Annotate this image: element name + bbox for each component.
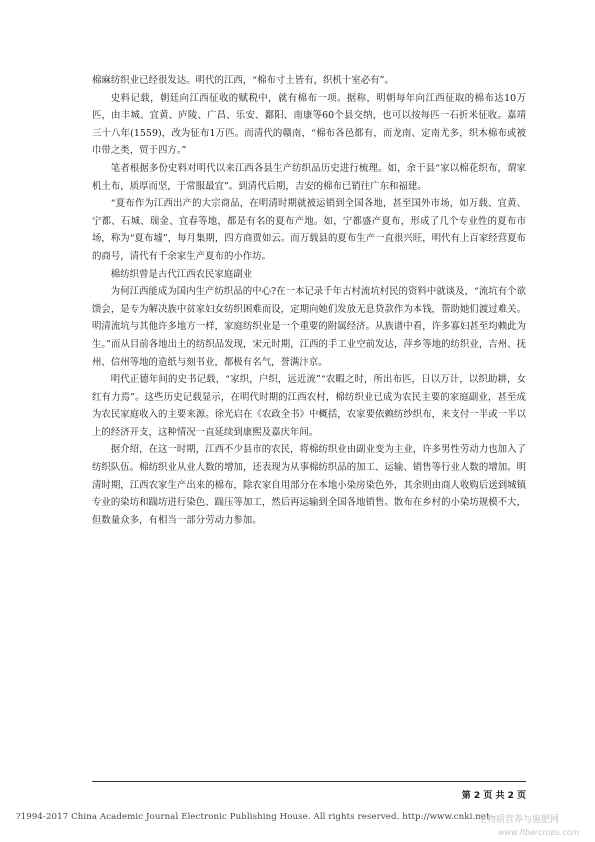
footer-rule	[92, 781, 526, 782]
paragraph: 为何江西能成为国内生产纺织品的中心?在一本记录千年古村流坑村民的资料中就谈及，“流坑有个欲馈会，是专为解决族中贫家妇女纺织困难而设，定期向她们发放无息贷款作为本钱，帮助她们渡过难关。明清流坑与其他许多地方一样，家庭纺织业是一个重要的附属经济。从族谱中看，许多寡妇甚至均赖此为生。”而从目前各地出土的纺织品发现，宋元时期，江西的手工业空前发达，萍乡等地的纺织业，吉州、抚州、信州等地的造纸与刻书业，都极有名气，誉满汴京。	[92, 286, 526, 368]
section-heading: 棉纺织曾是古代江西农民家庭副业	[110, 268, 253, 280]
paragraph: 明代正德年间的史书记载，“家织，户织，远近流”“农暇之时，所出布匹，日以万计，以织助耕，女红有力焉”。这些历史记载显示，在明代时期的江西农村，棉纺织业已成为农民主要的家庭副业，甚至成为农民家庭收入的主要来源。徐光启在《农政全书》中概括，农家要依赖纺纱织布，来支付一半或一半以上的经济开支，这种情况一直延续到康熙及嘉庆年间。	[92, 374, 526, 438]
paragraph: “夏布作为江西出产的大宗商品，在明清时期就被运销到全国各地，甚至国外市场，如万载、宜黄、宁都、石城、瑞金、宜春等地，都是有名的夏布产地。如，宁都盛产夏布，形成了几个专业性的夏布市场，称为“夏布墟”，每月集期，四方商贾如云。而万载县的夏布生产一直很兴旺，明代有上百家经营夏布的商号，清代有千余家生产夏布的小作坊。	[92, 198, 526, 262]
paragraph: 棉麻纺织业已经很发达。明代的江西，“棉布寸土皆有，织机十室必有”。	[92, 75, 394, 86]
copyright-footer: ?1994-2017 China Academic Journal Electronic Publishing House. All rights reserved. http://www.cnki.net	[16, 812, 490, 822]
paragraph: 史料记载，朝廷向江西征收的赋税中，就有棉布一项。据称，明朝每年向江西征取的棉布达10万匹，由丰城、宜黄、庐陵、广昌、乐安、鄱阳、南康等60个县交纳，也可以按每匹一石折米征收。嘉靖三十八年(1559)，改为征布1万匹。而清代的赣南，“棉布各邑都有，而龙南、定南尤多，织木棉布或被巾带之类，贸于四方。”	[92, 92, 526, 157]
watermark: 生物质营养与施肥网	[478, 815, 560, 825]
paragraph: 笔者根据多份史料对明代以来江西各县生产纺织品历史进行梳理。如，余干县“家以棉花织布，谓家机土布，质厚而坚，于常服最宜”。到清代后期，吉安的棉布已销往广东和福建。	[92, 162, 526, 192]
watermark-url: www.fibercrops.com	[498, 828, 580, 837]
paragraph: 据介绍，在这一时期，江西不少县市的农民，将棉纺织业由副业变为主业，许多男性劳动力也加入了纺织队伍。棉纺织业从业人数的增加，还表现为从事棉纺织品的加工、运输、销售等行业人数的增加。明清时期，江西农家生产出来的棉布，除农家自用部分在本地小染房染色外，其余则由商人收购后送到城镇专业的染坊和踹坊进行染色、踹压等加工，然后再运输到全国各地销售。散布在乡村的小染坊规模不大，但数量众多，有相当一部分劳动力参加。	[92, 444, 526, 526]
page-number: 第 2 页 共 2 页	[461, 791, 526, 801]
article-body	[92, 72, 526, 529]
